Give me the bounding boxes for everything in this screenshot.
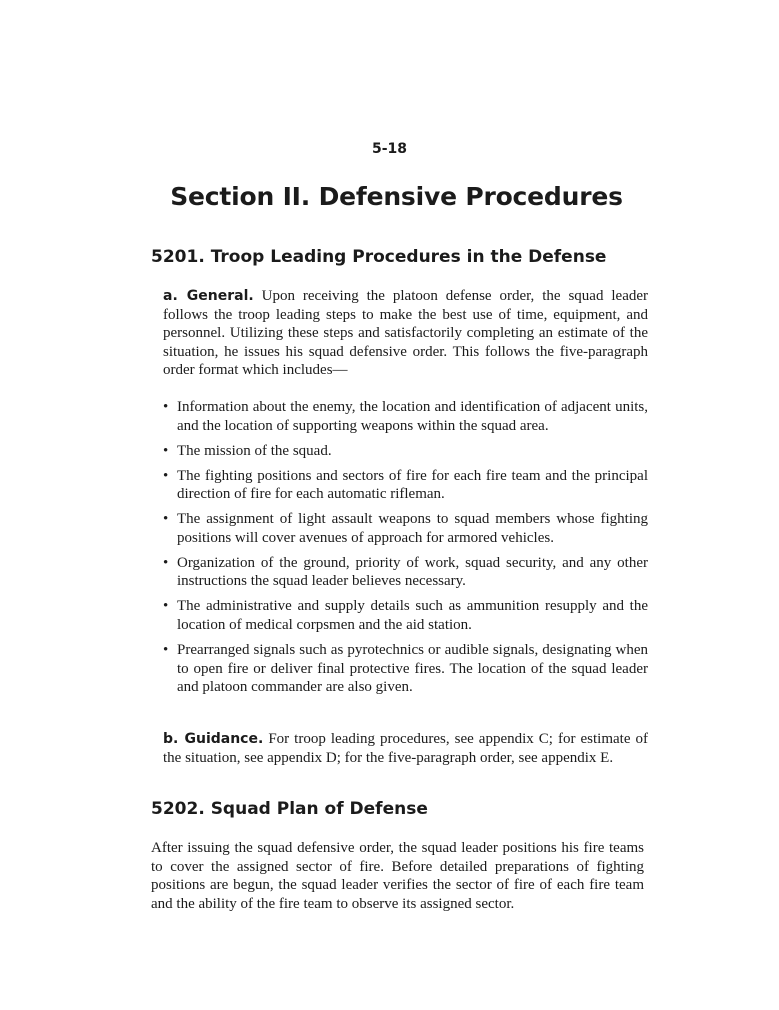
general-text: Upon receiving the platoon defense order, the squad leader follows the troop leading steps to make the best use of time, equipment, and personnel. Utilizing these steps and satisfactorily completing an estimate of the situation, he issues his squad defensive order. This follows the five-paragraph order format which includes— — [163, 288, 649, 378]
bullet-text: Information about the enemy, the location and identification of adjacent units, and the location of supporting weapons within the squad area. — [177, 399, 648, 434]
paragraph-general — [163, 287, 648, 380]
page-number: 5-18 — [371, 141, 408, 157]
list-item — [163, 442, 648, 461]
general-lead: a. General. — [163, 288, 254, 304]
list-item — [163, 398, 648, 435]
paragraph-guidance — [163, 730, 648, 767]
list-item — [163, 510, 648, 547]
bullet-icon: • — [163, 598, 169, 615]
bullet-text: Prearranged signals such as pyrotechnics or audible signals, designating when to open fire or deliver final protective fires. The location of the squad leader and platoon commander are also given. — [177, 642, 648, 696]
section-title: Section II. Defensive Procedures — [170, 182, 623, 211]
bullet-text: The assignment of light assault weapons to squad members whose fighting positions will cover avenues of approach for armored vehicles. — [177, 511, 648, 546]
bullet-icon: • — [163, 642, 169, 659]
list-item — [163, 641, 648, 697]
bullet-text: The administrative and supply details such as ammunition resupply and the location of medical corpsmen and the aid station. — [177, 598, 648, 633]
bullet-icon: • — [163, 554, 169, 571]
bullet-text: The mission of the squad. — [177, 442, 332, 459]
bullet-icon: • — [163, 467, 169, 484]
bullet-icon: • — [163, 399, 169, 415]
bullet-icon: • — [163, 442, 169, 459]
list-item — [163, 467, 648, 504]
list-item — [163, 554, 648, 591]
bullet-list — [163, 398, 648, 703]
list-item — [163, 597, 648, 634]
heading-5202: 5202. Squad Plan of Defense — [151, 799, 428, 819]
paragraph-squad-plan: After issuing the squad defensive order, the squad leader positions his fire teams to cover the assigned sector of fire. Before detailed preparations of fighting positions are begun, the squad leader verifies the sector of fire of each fire team and the ability of the fire team to observe its assigned sector. — [151, 840, 644, 912]
guidance-text: For troop leading procedures, see appendix C; for estimate of the situation, see appendix D; for the five-paragraph order, see appendix E. — [163, 731, 648, 766]
guidance-lead: b. Guidance. — [163, 731, 264, 747]
bullet-text: Organization of the ground, priority of work, squad security, and any other instructions the squad leader believes necessary. — [177, 554, 648, 590]
bullet-icon: • — [163, 511, 169, 528]
heading-5201: 5201. Troop Leading Procedures in the Defense — [151, 247, 607, 267]
bullet-text: The fighting positions and sectors of fire for each fire team and the principal direction of fire for each automatic rifleman. — [177, 467, 648, 503]
